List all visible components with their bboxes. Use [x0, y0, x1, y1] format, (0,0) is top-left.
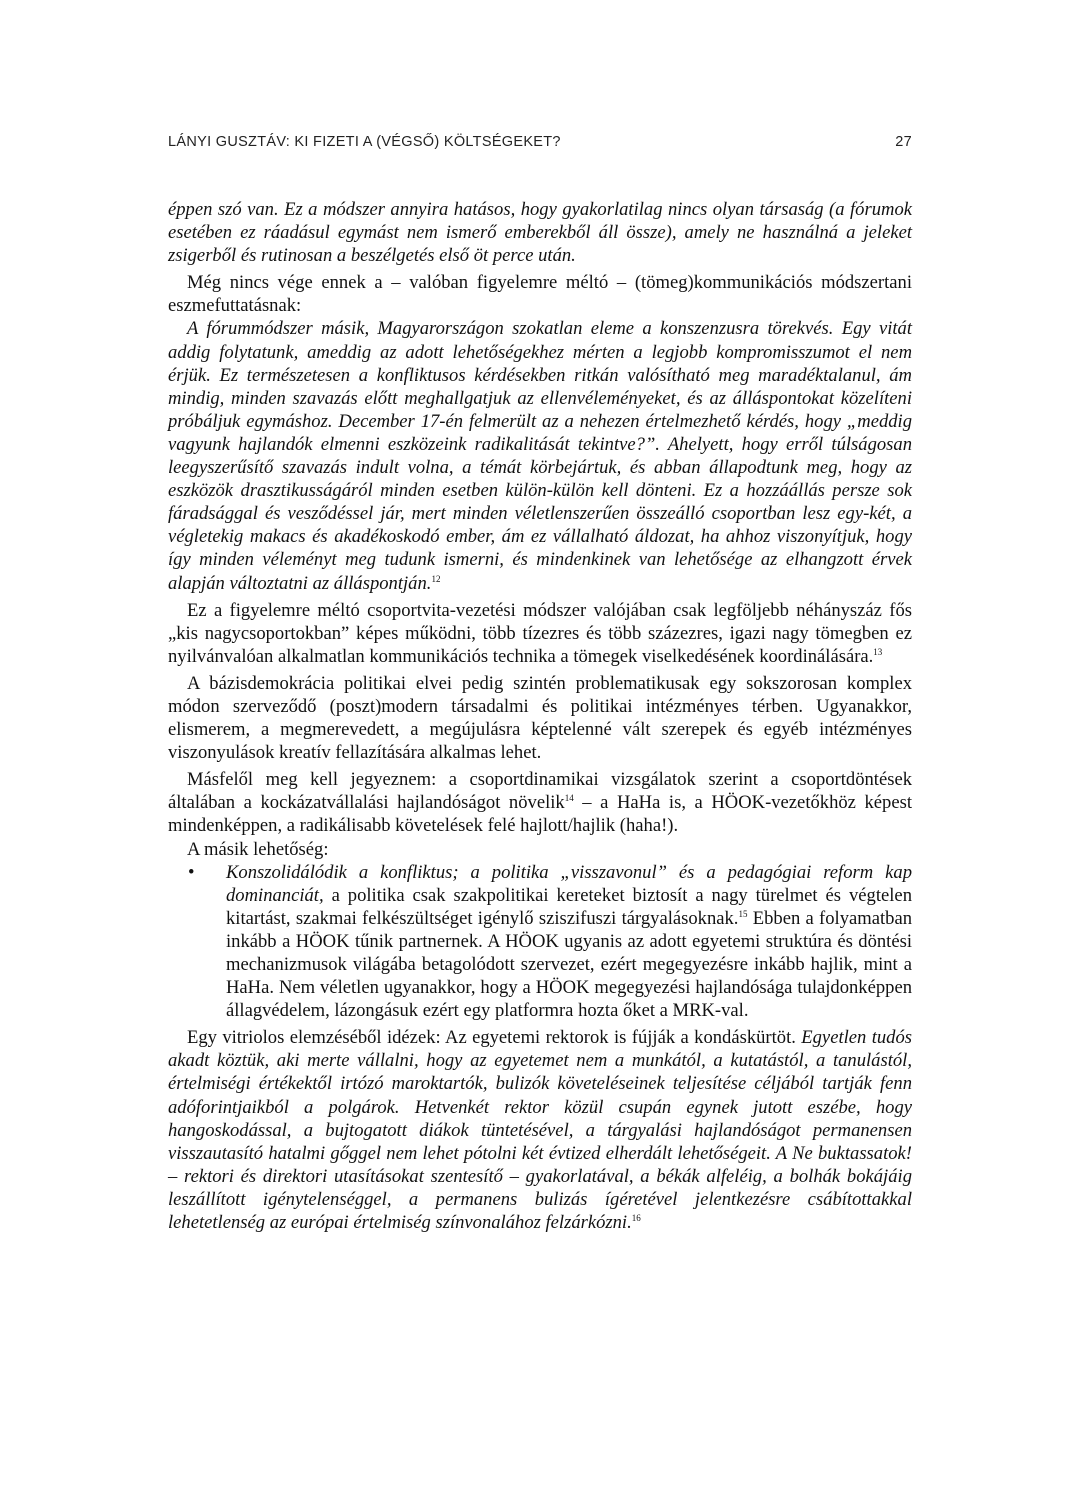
paragraph	[168, 672, 912, 764]
paragraph-text: Másfelől meg kell jegyeznem: a csoportdinamikai vizsgálatok szerint a csoportdöntések általában a kockázatvállalási hajlandóságot növelik	[168, 769, 912, 814]
paragraph	[168, 271, 912, 317]
emphasis-text: Konszolidálódik a konfliktus; a politika „visszavonul” és a pedagógiai reform kap dominanciát,	[226, 861, 912, 906]
running-title: LÁNYI GUSZTÁV: KI FIZETI A (VÉGSŐ) KÖLTSÉGEKET?	[168, 134, 561, 150]
footnote-ref-16: 16	[631, 1212, 641, 1223]
footnote-ref-14: 14	[564, 793, 574, 804]
page-number: 27	[895, 134, 912, 150]
body-text	[168, 198, 912, 1234]
paragraph-text: A másik lehetőség:	[187, 838, 329, 860]
paragraph	[168, 838, 912, 861]
paragraph-text: Még nincs vége ennek a – valóban figyelemre méltó – (tömeg)kommunikációs módszertani eszmefuttatásnak:	[168, 272, 912, 317]
list-item-text	[226, 861, 912, 1023]
paragraph-text: a politika csak szakpolitikai kereteket biztosít a nagy türelmet és végtelen kitartást, szakmai felkészültséget igénylő sziszifuszi tárgyalásoknak.	[226, 884, 912, 929]
paragraph	[168, 768, 912, 837]
footnote-ref-13: 13	[873, 646, 883, 657]
paragraph-text: éppen szó van. Ez a módszer annyira hatásos, hogy gyakorlatilag nincs olyan társaság (a fórumok esetében ez ráadásul egymást nem ismerő emberekből áll össze), amely ne használná a jeleket zsigerből és rutinosan a beszélgetés első öt perce után.	[168, 199, 912, 267]
paragraph	[168, 1026, 912, 1234]
footnote-ref-15: 15	[738, 908, 748, 919]
footnote-ref-12: 12	[431, 573, 441, 584]
paragraph-text: Ez a figyelemre méltó csoportvita-vezetési módszer valójában csak legföljebb néhányszáz fős „kis nagycsoportokban” képes működni, több tízezres és több százezres, igazi nagy tömegben ez nyilvánvalóan alkalmatlan kommunikációs technika a tömegek viselkedésének koordinálására.	[168, 599, 912, 667]
paragraph	[168, 599, 912, 668]
list-item	[168, 861, 912, 1023]
quote-text: Egyetlen tudós akadt köztük, aki merte vállalni, hogy az egyetemet nem a munkától, a kutatástól, a tanulástól, értelmiségi értékektől irtózó maroktartók, bulizók követeléseinek teljesítése céljából tartják fenn adóforintjaikból a polgárok. Hetvenkét rektor közül csupán egynek jutott eszébe, hogy hangoskodással, a bujtogatott diákok tüntetésével, a tárgyalási hajlandóságot permanensen visszautasító hatalmi gőggel nem lehet pótolni két évtized elherdált lehetőségeit. A Ne buktassatok! – rektori és direktori utasításokat szentesítő – gyakorlatával, a békák alfeléig, a bolhák bokájáig leszállított igénytelenséggel, a permanens bulizás ígéretével jelentkezésre csábítottakkal lehetetlenség az európai értelmiség színvonalához felzárkózni.	[168, 1027, 912, 1234]
paragraph-quote	[168, 317, 912, 594]
bullet-icon: •	[188, 861, 195, 883]
paragraph-text: A bázisdemokrácia politikai elvei pedig szintén problematikusak egy sokszorosan komplex módon szerveződő (poszt)modern társadalmi és politikai intézményes térben. Ugyanakkor, elismerem, a megmerevedett, a megújulásra képtelenné vált szerepek és egyéb intézményes viszonyulások kreatív fellazítására alkalmas lehet.	[168, 672, 912, 764]
paragraph-text: Ebben a folyamatban inkább a HÖOK tűnik partnernek. A HÖOK ugyanis az adott egyetemi struktúra és döntési mechanizmusok világába betagolódott szervezet, ezért megegyezésre inkább hajlik, mint a HaHa. Nem véletlen ugyanakkor, hogy a HÖOK megegyezési hajlandósága tulajdonképpen állagvédelem, lázongásuk ezért egy platformra hozta őket a MRK-val.	[226, 907, 912, 1022]
running-header	[168, 134, 912, 150]
paragraph-text: A fórummódszer másik, Magyarországon szokatlan eleme a konszenzusra törekvés. Egy vitát addig folytatunk, ameddig az adott lehetőségekhez mérten a legjobb kompromisszumot el nem érjük. Ez természetesen a konfliktusos kérdésekben ritkán valósítható meg maradéktalanul, ám mindig, minden szavazás előtt meghallgatjuk az ellenvéleményeket, és az álláspontokat közelíteni próbáljuk egymáshoz. December 17-én felmerült az a nehezen értelmezhető kérdés, hogy „meddig vagyunk hajlandók elmenni eszközeink radikalitását tekintve?”. Ahelyett, hogy erről túlságosan leegyszerűsítő szavazás indult volna, a témát körbejártuk, és abban állapodtunk meg, hogy az eszközök drasztikusságáról minden esetben külön-külön kell dönteni. Ez a hozzáállás persze sok fáradsággal és vesződéssel jár, mert minden véletlenszerűen összeálló csoportban lesz egy-két, a végletekig makacs és akadékoskodó ember, ám ez vállalható áldozat, ha ahhoz viszonyítjuk, hogy így minden véleményt meg tudunk ismerni, és mindenkinek van lehetősége az elhangzott érvek alapján változtatni az álláspontján.	[168, 318, 912, 594]
paragraph-text: – a HaHa is, a HÖOK-vezetőkhöz képest mindenképpen, a radikálisabb követelések felé hajlott/hajlik (haha!).	[168, 792, 912, 837]
paragraph-quote-continuation	[168, 198, 912, 267]
paragraph-text: Egy vitriolos elemzéséből idézek: Az egyetemi rektorok is fújják a kondáskürtöt.	[187, 1027, 802, 1049]
